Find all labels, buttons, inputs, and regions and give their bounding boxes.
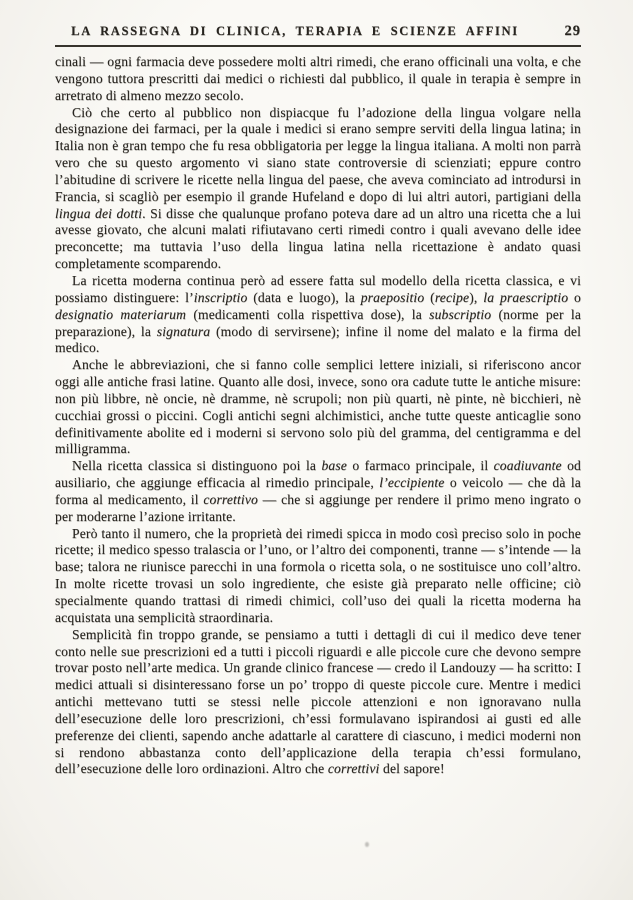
italic-text-segment: correttivo [203, 491, 258, 507]
italic-text-segment: inscriptio [193, 289, 248, 305]
italic-text-segment: subscriptio [429, 306, 492, 322]
text-segment: o farmaco principale, il [346, 458, 494, 474]
italic-text-segment: la praescriptio [483, 289, 569, 305]
paragraph [55, 273, 581, 357]
italic-text-segment: base [321, 458, 347, 474]
paragraph [55, 458, 581, 525]
text-segment: cinali — ogni farmacia deve possedere molti altri rimedi, che erano officinali una volta, e che vengono tuttora prescritti dai medici o richiesti dal pubblico, il quale in terapia è sempre in arretrato di almeno mezzo secolo. [55, 54, 581, 103]
text-segment: (norme per la preparazione), la [55, 306, 581, 339]
italic-text-segment: praepositio [360, 289, 425, 305]
header-rule [55, 45, 581, 47]
text-segment: Anche le abbreviazioni, che si fanno colle semplici lettere iniziali, si riferiscono ancor oggi alle antiche frasi latine. Quanto alle dosi, invece, sono ora cadute tutte le antiche misure: non più libbre, nè oncie, nè dramme, nè scrupoli; non più quarti, nè pinte, nè bicchieri, nè cucchiai grossi o piccini. Cogli antichi segni alchimistici, anche tutte queste anticaglie sono definitivamente abolite ed i moderni si servono solo più del gramma, del centigramma e del milligramma. [55, 357, 581, 457]
text-segment: — che si aggiunge per rendere il primo meno ingrato o per moderarne l’azione irritante. [55, 491, 581, 524]
text-segment: Semplicità fin troppo grande, se pensiamo a tutti i dettagli di cui il medico deve tener conto nelle sue prescrizioni ed a tutti i piccoli riguardi e alle piccole cure che devono sempre trovar posto nell’arte medica. Un grande clinico francese — credo il Landouzy — ha scritto: I medici attuali si disinteressano forse un po’ troppo di queste piccole cure. Mentre i medici antichi mettevano tutti se stessi nelle piccole attenzioni e non ignoravano nulla dell’esecuzione delle loro prescrizioni, ch’essi formulavano ispirandosi ai gusti ed alle preferenze dei clienti, sapendo anche adattarle al carattere di ciascuno, i medici moderni non si rendono abbastanza conto dell’applicazione della terapia ch’essi formulano, dell’esecuzione delle loro ordinazioni. Altro che [55, 626, 581, 777]
italic-text-segment: coadiuvante [493, 458, 562, 474]
italic-text-segment: recipe [434, 289, 470, 305]
scan-speck [365, 842, 369, 847]
text-segment: . Si disse che qualunque profano poteva dare ad un altro una ricetta che a lui avesse giovato, che alcuni malati rifiutavano certi rimedi contro i quali avevano delle idee preconcette; ma tuttavia l’uso della lingua latina nella ricettazione è andato quasi completamente scomparendo. [55, 205, 581, 272]
text-segment: La ricetta moderna continua però ad essere fatta sul modello della ricetta classica, e vi possiamo distinguere: l’ [55, 272, 581, 305]
italic-text-segment: lingua dei dotti [55, 205, 143, 221]
text-segment: del sapore! [379, 761, 445, 777]
text-segment: od ausiliario, che aggiunge efficacia al rimedio principale, [55, 458, 581, 491]
article [55, 54, 581, 778]
paragraph [55, 105, 581, 273]
text-segment: o [568, 289, 582, 305]
text-segment: (modo di servirsene); infine il nome del malato e la firma del medico. [55, 323, 582, 356]
text-segment: Nella ricetta classica si distinguono poi la [72, 458, 322, 474]
italic-text-segment: signatura [156, 323, 211, 339]
text-segment: (medicamenti colla rispettiva dose), la [186, 306, 430, 322]
paragraph [55, 627, 581, 779]
italic-text-segment: correttivi [327, 761, 380, 777]
paragraph [55, 54, 581, 105]
text-segment: Però tanto il numero, che la proprietà dei rimedi spicca in modo così preciso solo in poche ricette; il medico spesso tralascia or l’uno, or l’altro dei componenti, tranne — s’intende — la base; talora ne riunisce parecchi in una formola o ricetta sola, o ne sostituisce uno coll’altro. In molte ricette trovasi un solo ingrediente, che esiste già preparato nelle officine; ciò specialmente quando trattasi di rimedi chimici, coll’uso dei quali la ricetta moderna ha acquistata una semplicità straordinaria. [55, 525, 581, 625]
text-segment: o veicolo — che dà la forma al medicamento, il [55, 475, 581, 507]
text-segment: Ciò che certo al pubblico non dispiacque fu l’adozione della lingua volgare nella designazione dei farmaci, per la quale i medici si erano sempre serviti della lingua latina; in Italia non è gran tempo che fu resa obbligatoria per legge la lingua italiana. A molti non parrà vero che su questo argomento vi siano state controversie di scienziati; eppure contro l’abitudine di scrivere le ricette nella lingua del paese, che aveva cominciato ad introdursi in Francia, si scagliò per esempio il grande Hufeland e dopo di lui altri autori, partigiani della [55, 104, 581, 204]
text-segment: ), [469, 289, 484, 305]
text-segment: ( [424, 289, 435, 305]
italic-text-segment: l’eccipiente [379, 475, 445, 491]
running-head [55, 23, 581, 40]
text-segment: (data e luogo), la [247, 289, 361, 305]
page-number: 29 [564, 23, 581, 39]
paragraph [55, 526, 581, 627]
italic-text-segment: designatio materiarum [55, 306, 187, 322]
journal-title: LA RASSEGNA DI CLINICA, TERAPIA E SCIENZE AFFINI [71, 24, 519, 38]
paragraph [55, 357, 581, 458]
